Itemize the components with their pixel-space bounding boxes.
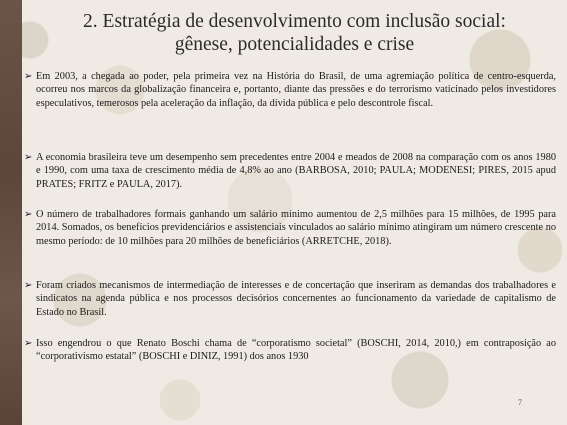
bullet-item — [24, 70, 556, 110]
bullet-item — [24, 208, 556, 248]
arrow-bullet-icon: ➢ — [24, 71, 33, 82]
bullet-item — [24, 279, 556, 319]
slide-title — [22, 10, 567, 56]
title-line-1: 2. Estratégia de desenvolvimento com inclusão social: — [83, 11, 506, 32]
bullet-text: Foram criados mecanismos de intermediação de interesses e de concertação que inseriram as demandas dos trabalhadores e sindicatos na agenda pública e nos processos decisórios concernentes ao funcionamento da variedade de capitalismo de Estado no Brasil. — [36, 280, 556, 318]
arrow-bullet-icon: ➢ — [24, 152, 33, 163]
left-decorative-border — [0, 0, 22, 425]
arrow-bullet-icon: ➢ — [24, 338, 33, 349]
page-number: 7 — [518, 398, 522, 407]
bullet-item — [24, 151, 556, 191]
bullet-text: A economia brasileira teve um desempenho sem precedentes entre 2004 e meados de 2008 na comparação com os anos 1980 e 1990, com uma taxa de crescimento média de 4,8% ao ano (BARBOSA, 2010; PAULA; MODENESI; PIRES, 2015 apud PRATES; FRITZ e PAULA, 2017). — [36, 152, 556, 190]
bullet-item — [24, 337, 556, 364]
title-line-2: gênese, potencialidades e crise — [174, 34, 415, 55]
arrow-bullet-icon: ➢ — [24, 280, 33, 291]
arrow-bullet-icon: ➢ — [24, 209, 33, 220]
bullet-text: Isso engendrou o que Renato Boschi chama de “corporatismo societal” (BOSCHI, 2014, 2010,) em contraposição ao “corporativismo estatal” (BOSCHI e DINIZ, 1991) dos anos 1930 — [36, 338, 556, 363]
slide-content — [22, 0, 567, 425]
bullet-text: Em 2003, a chegada ao poder, pela primeira vez na História do Brasil, de uma agremiação política de centro-esquerda, ocorreu nos marcos da globalização financeira e, portanto, diante das pressões e do terrorismo vaticinado pelos investidores especulativos, temerosos pela aceleração da inflação, da dívida pública e pelo descontrole fiscal. — [36, 71, 556, 109]
bullet-text: O número de trabalhadores formais ganhando um salário mínimo aumentou de 2,5 milhões para 15 milhões, de 1995 para 2014. Somados, os benefícios previdenciários e assistenciais vinculados ao salário mínimo atingiram um número crescente no mesmo período: de 10 milhões para 20 milhões de beneficiários (ARRETCHE, 2018). — [36, 209, 556, 247]
